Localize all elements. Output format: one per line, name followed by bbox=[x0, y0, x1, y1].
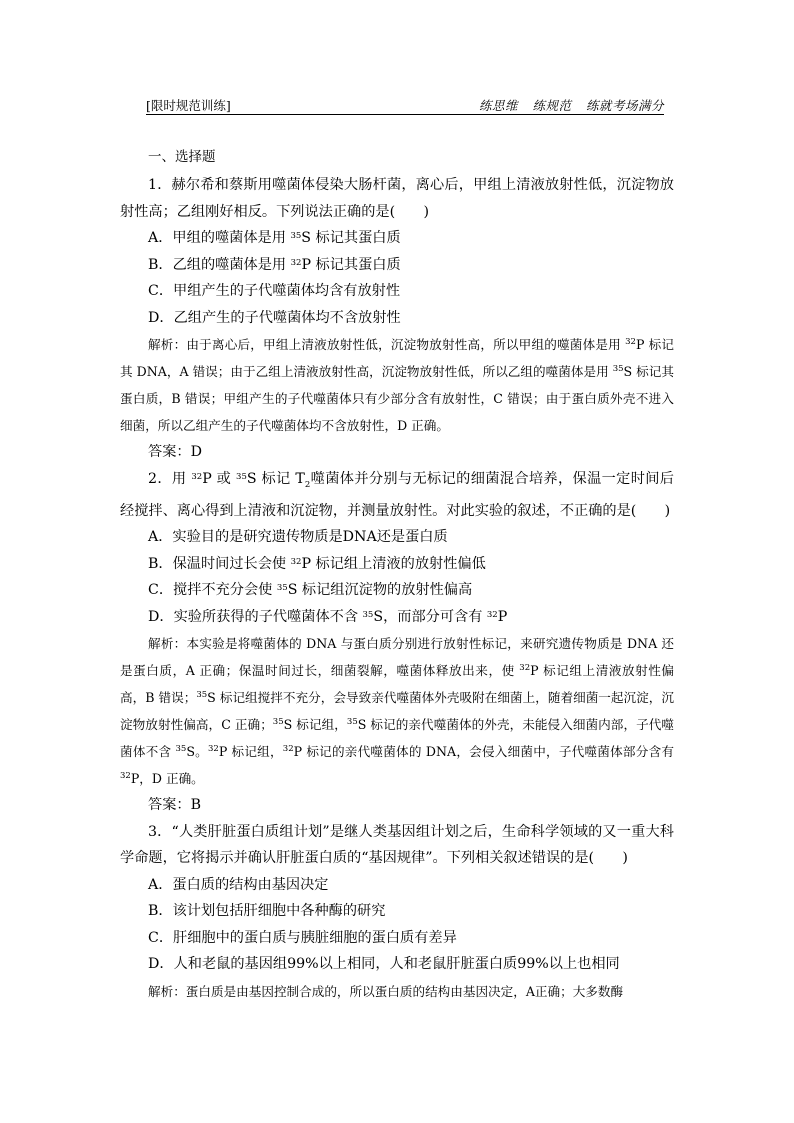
q2-option-b: B．保温时间过长会使 $^{32}$P 标记组上清液的放射性偏低 bbox=[148, 555, 486, 572]
q1-option-b: B．乙组的噬菌体是用 $^{32}$P 标记其蛋白质 bbox=[148, 256, 401, 273]
q1-stem: 1．赫尔希和蔡斯用噬菌体侵染大肠杆菌，离心后，甲组上清液放射性低，沉淀物放射性高；乙组刚好相反。下列说法正确的是( ) bbox=[120, 177, 674, 220]
q2-answer: 答案：B bbox=[148, 797, 201, 814]
header-right-slogan bbox=[469, 96, 664, 114]
q2-option-c: C．搅拌不充分会使 $^{35}$S 标记组沉淀物的放射性偏高 bbox=[148, 582, 473, 599]
page-header bbox=[146, 94, 664, 115]
header-slogan-2: 练规范 bbox=[532, 98, 572, 113]
q3-stem: 3．“人类肝脏蛋白质组计划”是继人类基因组计划之后，生命科学领域的又一重大科学命题，它将揭示并确认肝脏蛋白质的“基因规律”。下列相关叙述错误的是( ) bbox=[120, 823, 674, 867]
section-title: 一、选择题 bbox=[148, 149, 216, 165]
q1-option-a: A．甲组的噬菌体是用 $^{35}$S 标记其蛋白质 bbox=[148, 230, 401, 246]
header-slogan-1: 练思维 bbox=[478, 98, 518, 113]
page-content bbox=[120, 144, 674, 1005]
header-left-label: [限时规范训练] bbox=[146, 98, 231, 113]
q3-option-d: D．人和老鼠的基因组99%以上相同，人和老鼠肝脏蛋白质99%以上也相同 bbox=[148, 956, 620, 973]
q3-option-a: A．蛋白质的结构由基因决定 bbox=[148, 876, 329, 893]
q2-option-a: A．实验目的是研究遗传物质是DNA还是蛋白质 bbox=[148, 529, 448, 546]
q3-option-b: B．该计划包括肝细胞中各种酶的研究 bbox=[148, 903, 386, 920]
q1-analysis: 解析：由于离心后，甲组上清液放射性低，沉淀物放射性高，所以甲组的噬菌体是用 $^{32}$P 标记其 DNA，A 错误；由于乙组上清液放射性高，沉淀物放射性低，所以乙组的噬菌体是用 $^{35}$S 标记其蛋白质，B 错误；甲组产生的子代噬菌体只有少部分含有放射性，C 错误；由于蛋白质外壳不进入细菌，所以乙组产生的子代噬菌体均不含放射性，D 正确。 bbox=[120, 337, 674, 433]
q1-option-c: C．甲组产生的子代噬菌体均含有放射性 bbox=[148, 283, 401, 299]
header-slogan-3: 练就考场满分 bbox=[585, 98, 664, 113]
q3-option-c: C．肝细胞中的蛋白质与胰脏细胞的蛋白质有差异 bbox=[148, 929, 457, 946]
q1-answer: 答案：D bbox=[148, 444, 202, 460]
q2-analysis: 解析：本实验是将噬菌体的 DNA 与蛋白质分别进行放射性标记，来研究遗传物质是 DNA 还是蛋白质，A 正确；保温时间过长，细菌裂解，噬菌体释放出来，使 $^{32}$P 标记组上清液放射性偏高，B 错误；$^{35}$S 标记组搅拌不充分，会导致亲代噬菌体外壳吸附在细菌上，随着细菌一起沉淀，沉淀物放射性偏高，C 正确；$^{35}$S 标记组，$^{35}$S 标记的亲代噬菌体的外壳，未能侵入细菌内部，子代噬菌体不含 $^{35}$S。$^{32}$P 标记组，$^{32}$P 标记的亲代噬菌体的 DNA，会侵入细菌中，子代噬菌体部分含有 $^{32}$P，D 正确。 bbox=[120, 636, 674, 787]
q2-option-d: D．实验所获得的子代噬菌体不含 $^{35}$S，而部分可含有 $^{32}$P bbox=[148, 608, 508, 625]
q2-stem: 2．用 $^{32}$P 或 $^{35}$S 标记 $T_2$噬菌体并分别与无标记的细菌混合培养，保温一定时间后经搅拌、离心得到上清液和沉淀物，并测量放射性。对此实验的叙述，不正确的是( ) bbox=[120, 470, 674, 519]
q1-option-d: D．乙组产生的子代噬菌体均不含放射性 bbox=[148, 309, 401, 326]
q3-analysis: 解析：蛋白质是由基因控制合成的，所以蛋白质的结构由基因决定，A正确；大多数酶 bbox=[148, 983, 624, 999]
